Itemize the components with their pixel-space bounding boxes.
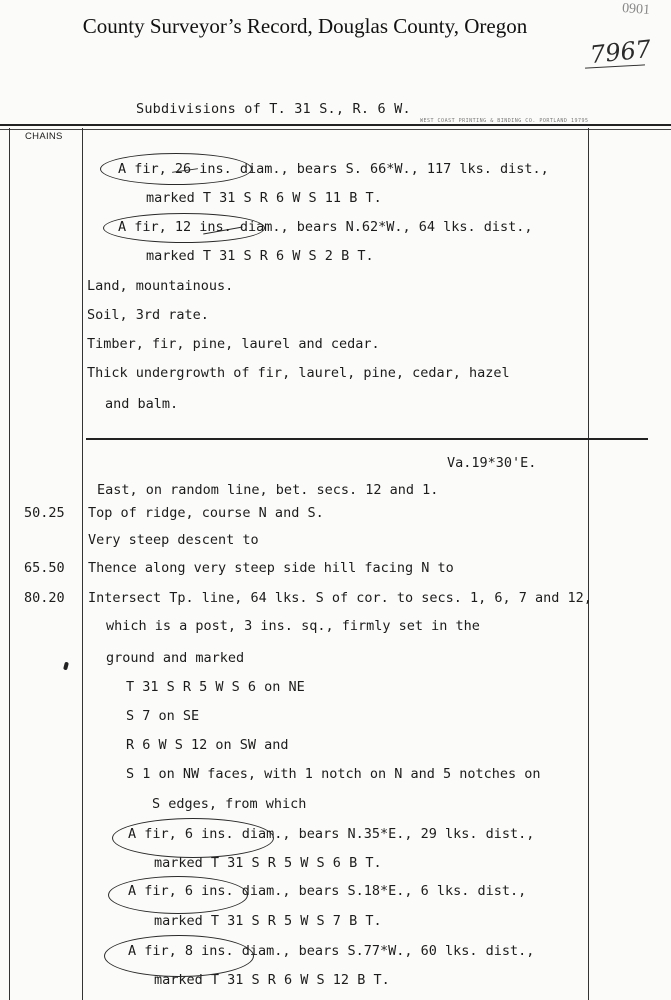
handwritten-document-number: 7967 <box>588 34 653 70</box>
variation-note: Va.19*30'E. <box>447 455 537 471</box>
section-divider-rule <box>86 438 648 440</box>
printer-imprint: WEST COAST PRINTING & BINDING CO. PORTLAND 19795 <box>420 118 589 124</box>
record-line: marked T 31 S R 6 W S 2 B T. <box>146 248 374 264</box>
record-line: which is a post, 3 ins. sq., firmly set in the <box>106 618 480 634</box>
record-line: Thick undergrowth of fir, laurel, pine, cedar, hazel <box>87 365 510 381</box>
record-line: R 6 W S 12 on SW and <box>126 737 289 753</box>
top-rule <box>0 124 671 126</box>
record-line: marked T 31 S R 6 W S 12 B T. <box>154 972 390 988</box>
record-line: marked T 31 S R 5 W S 6 B T. <box>154 855 382 871</box>
record-line: A fir, 26 ins. diam., bears S. 66*W., 117 lks. dist., <box>118 161 549 177</box>
record-line: and balm. <box>105 396 179 412</box>
record-line: A fir, 6 ins. diam., bears N.35*E., 29 lks. dist., <box>128 826 535 842</box>
ink-dot-mark <box>63 662 69 671</box>
record-line: Land, mountainous. <box>87 278 234 294</box>
record-line: marked T 31 S R 6 W S 11 B T. <box>146 190 382 206</box>
chain-value: 65.50 <box>24 560 65 576</box>
record-line: Timber, fir, pine, laurel and cedar. <box>87 336 380 352</box>
record-line: T 31 S R 5 W S 6 on NE <box>126 679 305 695</box>
record-line: Top of ridge, course N and S. <box>88 505 324 521</box>
record-line: East, on random line, bet. secs. 12 and 1. <box>97 482 439 498</box>
subdivision-subtitle: Subdivisions of T. 31 S., R. 6 W. <box>136 101 411 117</box>
record-line: Thence along very steep side hill facing N to <box>88 560 454 576</box>
left-margin-line <box>9 128 10 1000</box>
record-line: S 7 on SE <box>126 708 200 724</box>
record-line: A fir, 6 ins. diam., bears S.18*E., 6 lks. dist., <box>128 883 527 899</box>
chains-column-divider <box>82 128 83 1000</box>
top-rule-thin <box>0 129 671 130</box>
record-line: ground and marked <box>106 650 245 666</box>
record-title: County Surveyor’s Record, Douglas County, Oregon <box>82 14 528 38</box>
record-line: S edges, from which <box>152 796 307 812</box>
chain-value: 50.25 <box>24 505 65 521</box>
record-line: marked T 31 S R 5 W S 7 B T. <box>154 913 382 929</box>
chain-value: 80.20 <box>24 590 65 606</box>
right-margin-line <box>588 128 589 1000</box>
record-line: Soil, 3rd rate. <box>87 307 209 323</box>
record-line: A fir, 8 ins. diam., bears S.77*W., 60 lks. dist., <box>128 943 535 959</box>
chains-column-header: CHAINS <box>25 131 63 142</box>
record-line: Intersect Tp. line, 64 lks. S of cor. to secs. 1, 6, 7 and 12, <box>88 590 592 606</box>
corner-handwritten-mark: 0901 <box>621 1 651 18</box>
record-line: S 1 on NW faces, with 1 notch on N and 5 notches on <box>126 766 541 782</box>
record-line: Very steep descent to <box>88 532 259 548</box>
record-line: A fir, 12 ins. diam., bears N.62*W., 64 lks. dist., <box>118 219 533 235</box>
